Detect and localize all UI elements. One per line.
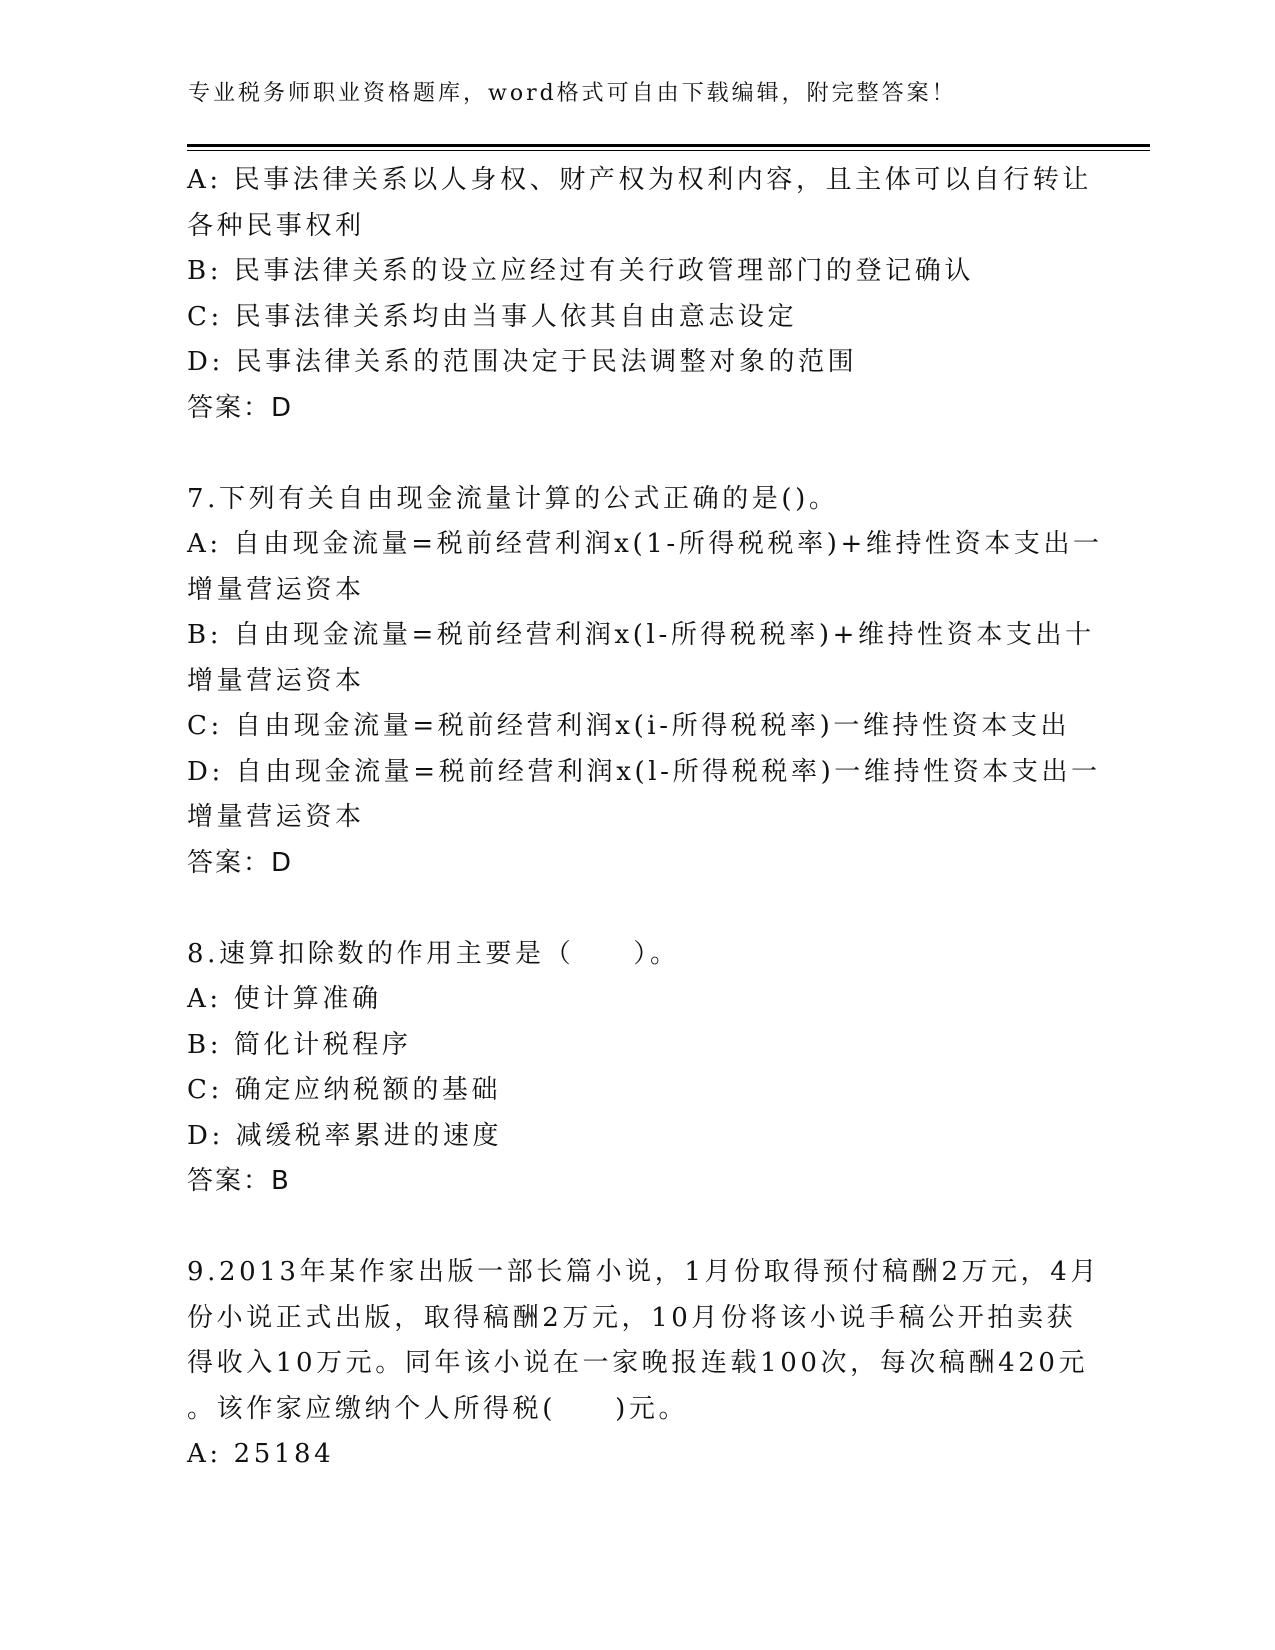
question-6: [187, 158, 1093, 431]
q7-option-d: D: 自由现金流量=税前经营利润x(l-所得税税率)一维持性资本支出一: [187, 756, 1101, 787]
q6-answer: 答案：D: [187, 392, 294, 423]
spacer: [187, 1205, 1087, 1251]
header-rule-thin: [187, 150, 1150, 151]
question-9: [187, 1250, 1101, 1478]
q7-option-d-cont: 增量营运资本: [187, 802, 365, 832]
q6-option-d: D: 民事法律关系的范围决定于民法调整对象的范围: [187, 347, 858, 377]
q6-option-a-cont: 各种民事权利: [187, 210, 365, 241]
spacer: [187, 886, 1087, 932]
q8-answer: 答案：B: [187, 1166, 291, 1196]
q7-option-b-cont: 增量营运资本: [187, 665, 365, 696]
q6-option-c: C: 民事法律关系均由当事人依其自由意志设定: [187, 301, 798, 332]
q9-stem-line-2: 份小说正式出版，取得稿酬2万元，10月份将该小说手稿公开拍卖获: [187, 1302, 1077, 1333]
q6-option-a: A: 民事法律关系以人身权、财产权为权利内容，且主体可以自行转让: [187, 165, 1093, 195]
q7-answer: 答案：D: [187, 847, 294, 878]
header-rule-thick: [187, 144, 1150, 147]
q7-stem: 7.下列有关自由现金流量计算的公式正确的是()。: [187, 483, 839, 514]
page-header: 专业税务师职业资格题库，word格式可自由下载编辑，附完整答案！: [188, 81, 957, 106]
q8-option-d: D: 减缓税率累进的速度: [187, 1120, 503, 1151]
q8-option-a: A: 使计算准确: [187, 984, 382, 1014]
q9-option-a: A: 25184: [187, 1439, 335, 1469]
question-7: [187, 477, 1103, 887]
q8-option-c: C: 确定应纳税额的基础: [187, 1075, 502, 1105]
spacer: [187, 431, 1087, 477]
q7-option-a-cont: 增量营运资本: [187, 574, 365, 605]
q9-stem-line-3: 得收入10万元。同年该小说在一家晚报连载100次，每次稿酬420元: [187, 1348, 1089, 1378]
q9-stem-line-4: 。该作家应缴纳个人所得税( )元。: [187, 1393, 689, 1424]
q8-stem: 8.速算扣除数的作用主要是（ ）。: [187, 938, 680, 969]
q7-option-c: C: 自由现金流量=税前经营利润x(i-所得税税率)一维持性资本支出: [187, 711, 1071, 741]
q8-option-b: B: 简化计税程序: [187, 1029, 412, 1060]
q7-option-b: B: 自由现金流量=税前经营利润x(l-所得税税率)+维持性资本支出十: [187, 620, 1095, 650]
q7-option-a: A: 自由现金流量=税前经营利润x(1-所得税税率)+维持性资本支出一: [187, 529, 1103, 559]
q9-stem-line-1: 9.2013年某作家出版一部长篇小说，1月份取得预付稿酬2万元，4月: [187, 1257, 1101, 1287]
q6-option-b: B: 民事法律关系的设立应经过有关行政管理部门的登记确认: [187, 256, 974, 286]
question-content: [187, 158, 1103, 1478]
question-8: [187, 932, 1087, 1205]
